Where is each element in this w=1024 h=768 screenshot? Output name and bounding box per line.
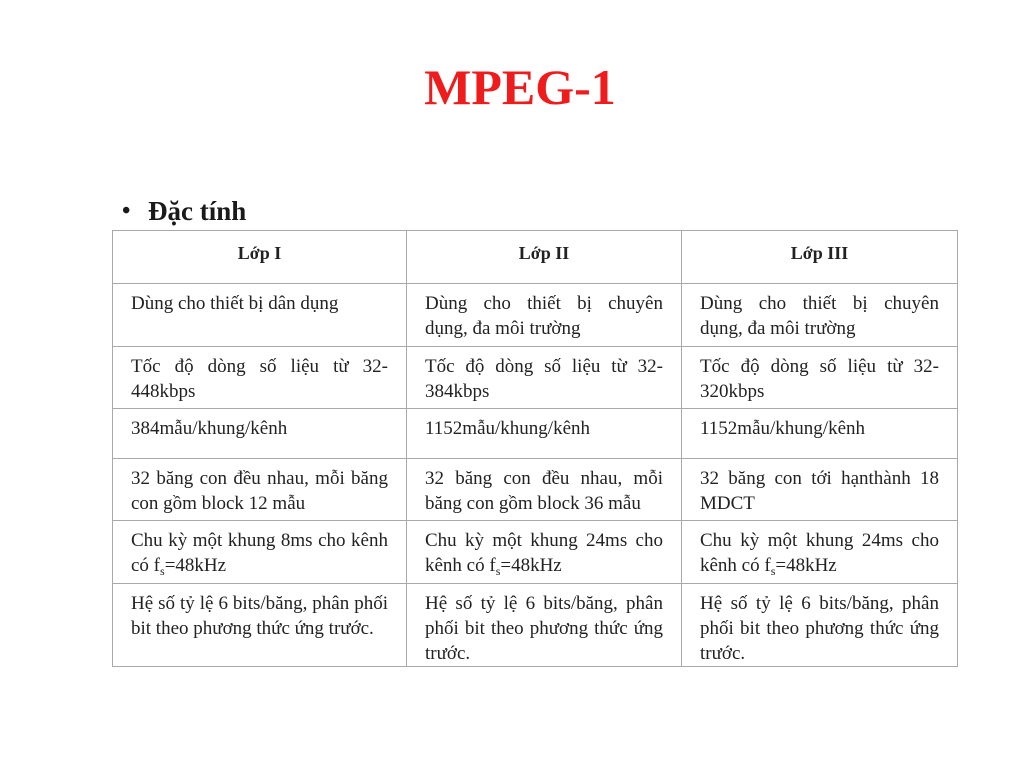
cell-text: Chu kỳ một khung 8ms cho kênh có f bbox=[131, 530, 388, 576]
table-cell: 32 băng con đều nhau, mỗi băng con gồm block 12 mẫu bbox=[113, 459, 407, 521]
table-cell: Tốc độ dòng số liệu từ 32-448kbps bbox=[113, 347, 407, 409]
table-row bbox=[113, 459, 958, 521]
table-row bbox=[113, 347, 958, 409]
table-cell: Tốc độ dòng số liệu từ 32-320kbps bbox=[682, 347, 958, 409]
table-cell: Dùng cho thiết bị dân dụng bbox=[113, 284, 407, 347]
table-row bbox=[113, 521, 958, 584]
cell-text-suffix: =48kHz bbox=[500, 555, 562, 576]
cell-text: Chu kỳ một khung 24ms cho kênh có f bbox=[425, 530, 663, 576]
subscript-s: s bbox=[770, 564, 776, 578]
table-cell bbox=[113, 521, 407, 584]
table-row bbox=[113, 584, 958, 667]
cell-text-suffix: =48kHz bbox=[775, 555, 837, 576]
table-cell: Tốc độ dòng số liệu từ 32-384kbps bbox=[407, 347, 682, 409]
table-cell: Hệ số tỷ lệ 6 bits/băng, phân phối bit theo phương thức ứng trước. bbox=[407, 584, 682, 667]
cell-text: Chu kỳ một khung 24ms cho kênh có f bbox=[700, 530, 939, 576]
header-layer-2: Lớp II bbox=[407, 231, 682, 284]
table-cell: 32 băng con đều nhau, mỗi băng con gồm block 36 mẫu bbox=[407, 459, 682, 521]
bullet-icon: • bbox=[122, 198, 131, 224]
table-cell: 1152mẫu/khung/kênh bbox=[407, 409, 682, 459]
table-cell: Hệ số tỷ lệ 6 bits/băng, phân phối bit theo phương thức ứng trước. bbox=[113, 584, 407, 667]
table-cell: Dùng cho thiết bị chuyên dụng, đa môi trường bbox=[407, 284, 682, 347]
section-heading: Đặc tính bbox=[148, 196, 247, 226]
table-cell: Hệ số tỷ lệ 6 bits/băng, phân phối bit theo phương thức ứng trước. bbox=[682, 584, 958, 667]
table-header-row bbox=[113, 231, 958, 284]
table-cell bbox=[682, 521, 958, 584]
table-row bbox=[113, 409, 958, 459]
cell-text-suffix: =48kHz bbox=[164, 555, 227, 576]
subscript-s: s bbox=[160, 564, 165, 578]
table-cell: 32 băng con tới hạnthành 18 MDCT bbox=[682, 459, 958, 521]
table-cell: 384mẫu/khung/kênh bbox=[113, 409, 407, 459]
header-layer-3: Lớp III bbox=[682, 231, 958, 284]
subscript-s: s bbox=[495, 564, 501, 578]
table-cell: Dùng cho thiết bị chuyên dụng, đa môi trường bbox=[682, 284, 958, 347]
table-cell bbox=[407, 521, 682, 584]
slide-title: MPEG-1 bbox=[424, 59, 616, 115]
table-cell: 1152mẫu/khung/kênh bbox=[682, 409, 958, 459]
header-layer-1: Lớp I bbox=[113, 231, 407, 284]
section-heading-line bbox=[122, 196, 246, 227]
layer-comparison-table bbox=[112, 230, 958, 667]
table-row bbox=[113, 284, 958, 347]
